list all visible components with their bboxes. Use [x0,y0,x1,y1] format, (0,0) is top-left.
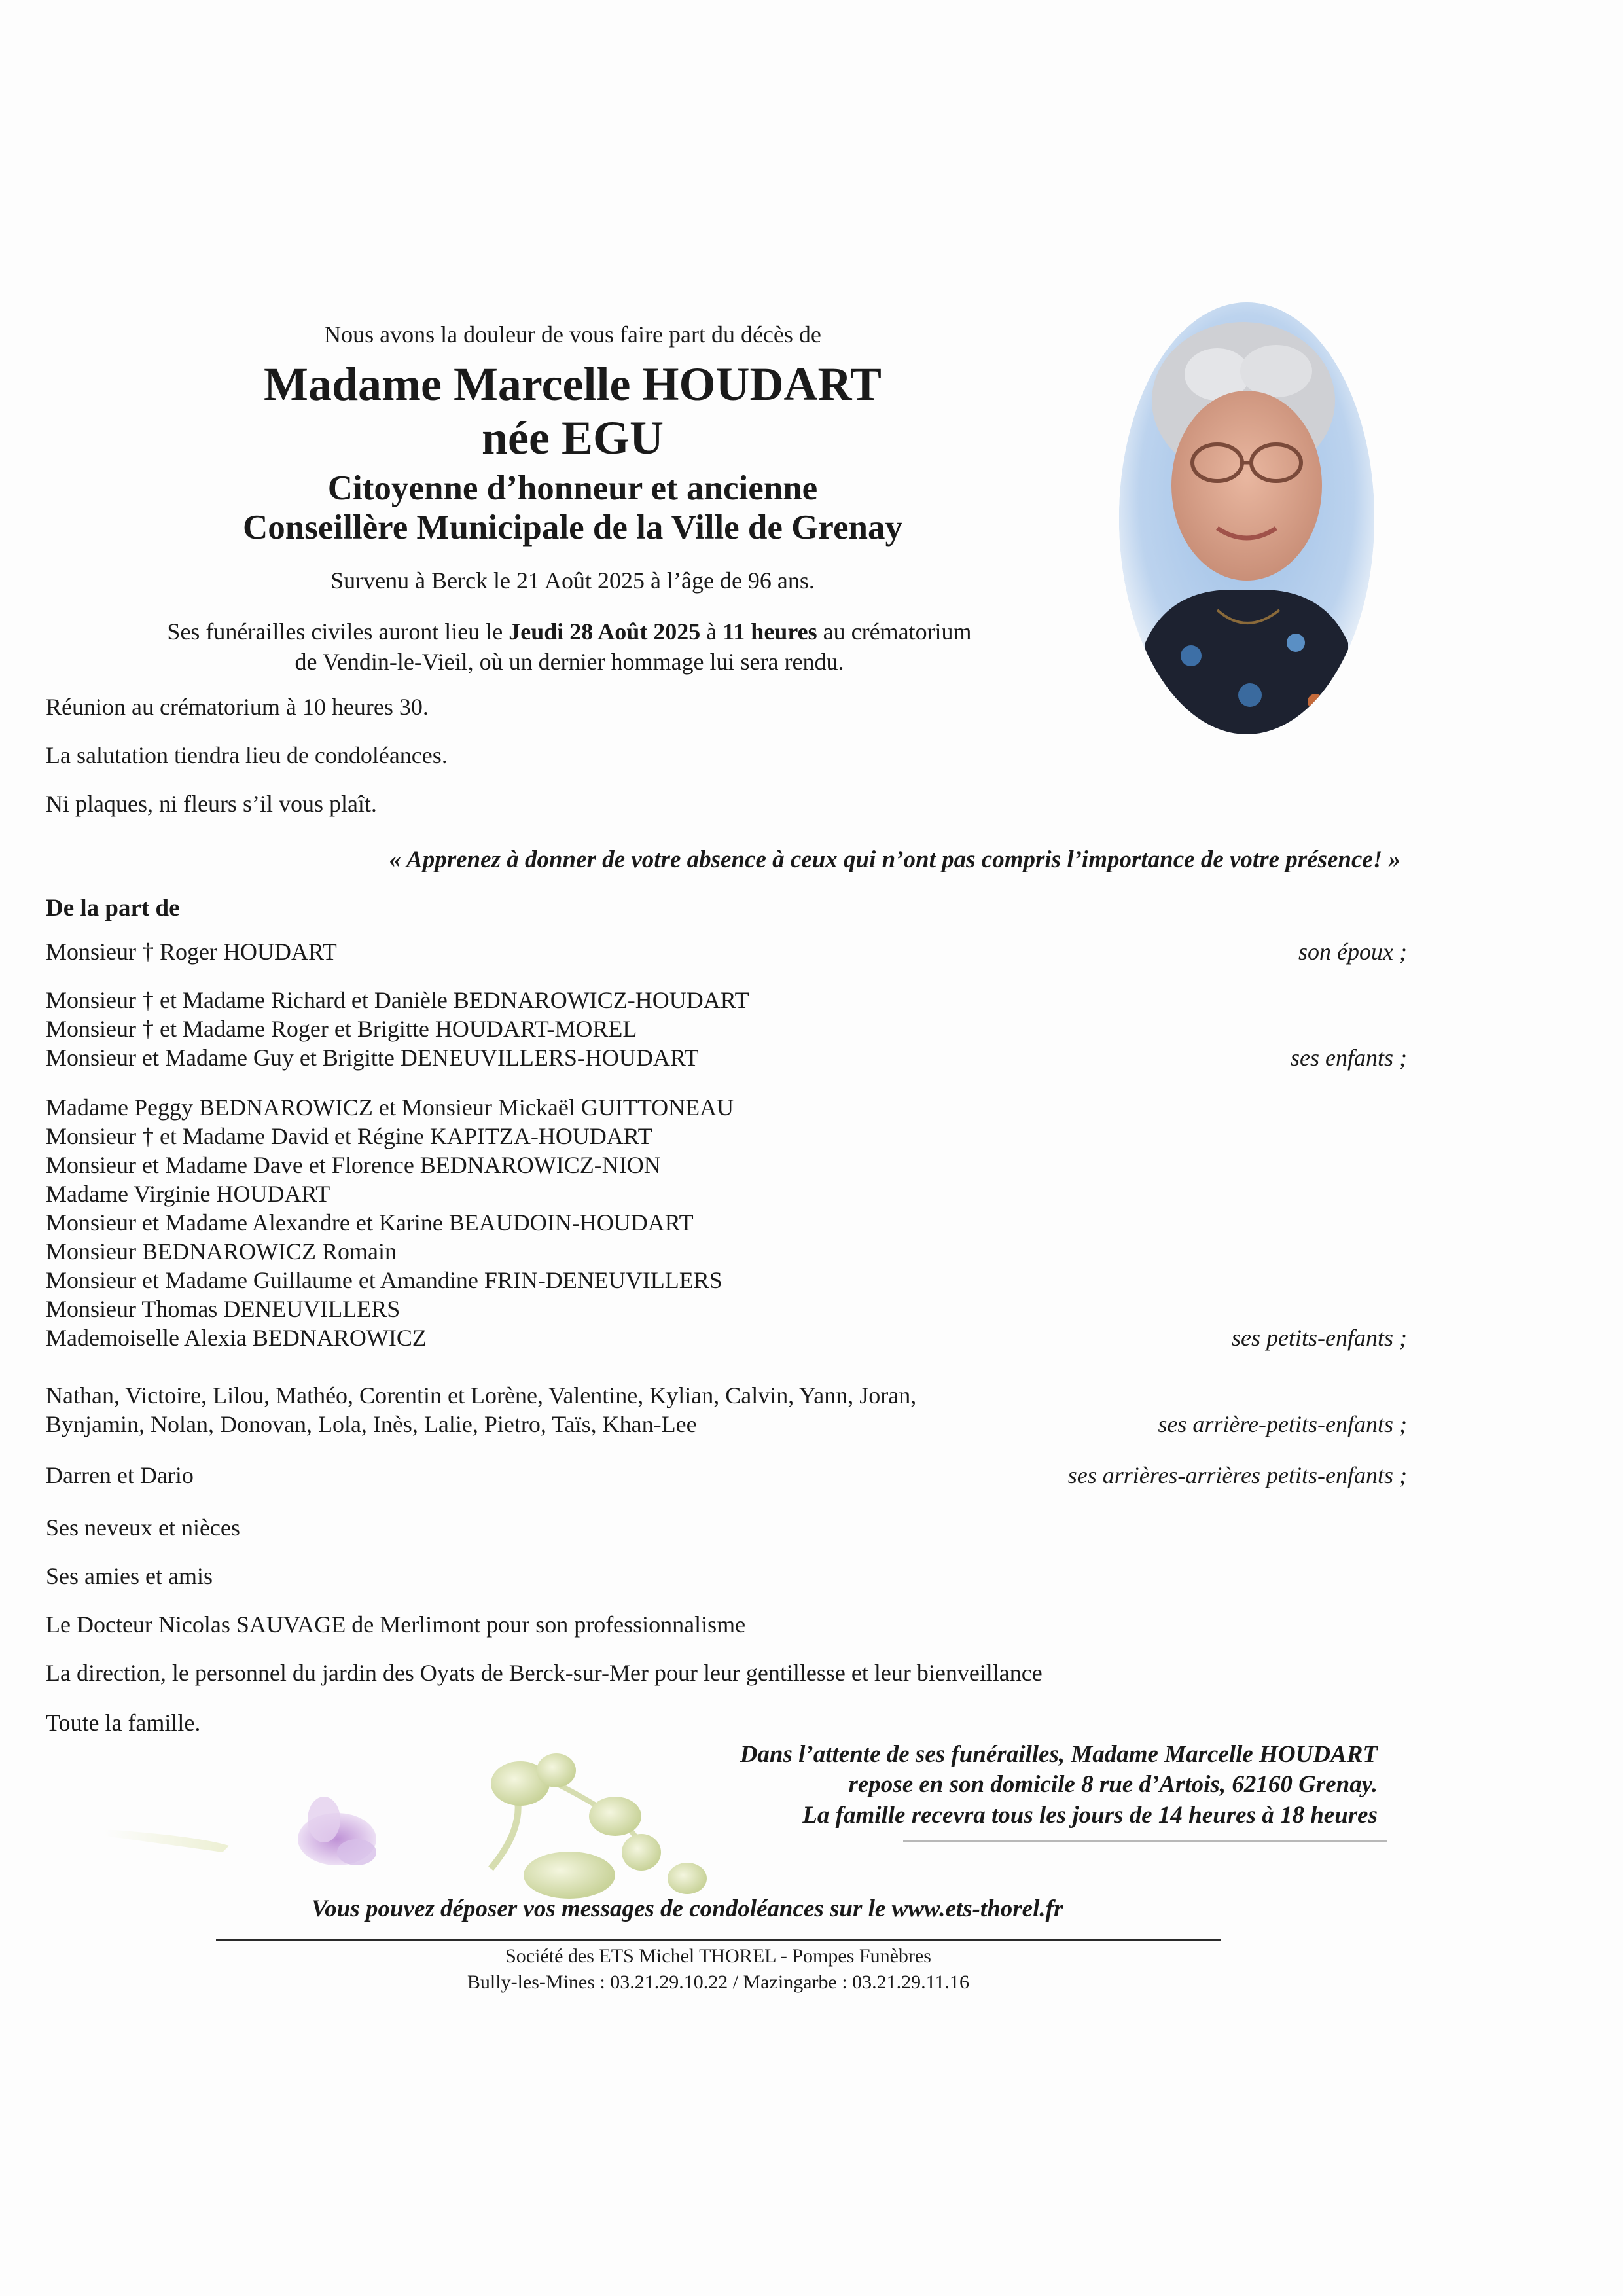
de-la-part-heading: De la part de [46,895,180,922]
fleurs-info: Ni plaques, ni fleurs s’il vous plaît. [46,791,377,817]
family-grandchild [46,1237,1407,1266]
family-grandchild [46,1151,1407,1179]
family-grandchild [46,1266,1407,1295]
family-child [46,1043,1407,1072]
funeral-info-mid: à [700,619,723,645]
repose-line2: repose en son domicile 8 rue d’Artois, 62160 Grenay. [848,1771,1378,1798]
funeral-time: 11 heures [722,619,817,645]
child-name: Monsieur † et Madame Richard et Danièle BEDNAROWICZ-HOUDART [46,987,749,1013]
child-name: Monsieur et Madame Guy et Brigitte DENEUVILLERS-HOUDART [46,1045,699,1071]
family-great-great-grandchildren [46,1461,1407,1490]
amis-line: Ses amies et amis [46,1563,213,1589]
family-grandchild [46,1295,1407,1323]
neveux-line: Ses neveux et nièces [46,1515,240,1541]
funeral-company: Société des ETS Michel THOREL - Pompes Funèbres [505,1945,931,1967]
grandchild-name: Mademoiselle Alexia BEDNAROWICZ [46,1325,427,1351]
intro-text: Nous avons la douleur de vous faire part du décès de [324,321,821,348]
company-phones: Bully-les-Mines : 03.21.29.10.22 / Mazingarbe : 03.21.29.11.16 [467,1971,970,1993]
relation-label: ses petits-enfants ; [1232,1325,1407,1351]
funeral-info-after: au crématorium [817,619,972,645]
maiden-name: née EGU [482,412,664,464]
docteur-line: Le Docteur Nicolas SAUVAGE de Merlimont pour son professionnalisme [46,1611,746,1638]
family-child [46,986,1407,1014]
repose-info [527,1740,1378,1800]
family-grandchild [46,1122,1407,1151]
condolences-website: Vous pouvez déposer vos messages de condoléances sur le www.ets-thorel.fr [311,1895,1063,1922]
salutation-info: La salutation tiendra lieu de condoléances. [46,742,448,768]
repose-line1: Dans l’attente de ses funérailles, Madame Marcelle HOUDART [740,1741,1378,1768]
child-name: Monsieur † et Madame Roger et Brigitte HOUDART-MOREL [46,1016,637,1042]
deceased-name: Madame Marcelle HOUDART [264,358,882,410]
funeral-info [39,617,1099,677]
death-date-text: Survenu à Berck le 21 Août 2025 à l’âge de 96 ans. [330,567,815,594]
grandchild-name: Madame Virginie HOUDART [46,1181,330,1207]
relation-label: ses arrières-arrières petits-enfants ; [1067,1462,1407,1488]
grandchild-name: Monsieur et Madame Dave et Florence BEDNAROWICZ-NION [46,1152,661,1178]
family-great-grandchildren [46,1410,1407,1439]
great-grandchildren-names: Bynjamin, Nolan, Donovan, Lola, Inès, Lalie, Pietro, Taïs, Khan-Lee [46,1411,697,1437]
footer-divider [216,1939,1221,1941]
reunion-info: Réunion au crématorium à 10 heures 30. [46,694,429,720]
spouse-name: Monsieur † Roger HOUDART [46,939,337,965]
grandchild-name: Monsieur † et Madame David et Régine KAPITZA-HOUDART [46,1123,652,1149]
family-grandchild [46,1093,1407,1122]
grandchild-name: Monsieur et Madame Guillaume et Amandine FRIN-DENEUVILLERS [46,1267,722,1293]
grandchild-name: Madame Peggy BEDNAROWICZ et Monsieur Mickaël GUITTONEAU [46,1094,734,1121]
grandchild-name: Monsieur BEDNAROWICZ Romain [46,1238,397,1265]
relation-label: ses enfants ; [1291,1045,1407,1071]
relation-label: ses arrière-petits-enfants ; [1158,1411,1407,1437]
funeral-date: Jeudi 28 Août 2025 [508,619,701,645]
family-child [46,1014,1407,1043]
family-grandchild [46,1179,1407,1208]
funeral-place: de Vendin-le-Vieil, où un dernier hommage lui sera rendu. [294,649,844,675]
direction-line: La direction, le personnel du jardin des Oyats de Berck-sur-Mer pour leur gentillesse et leur bienveillance [46,1660,1043,1686]
portrait-photo [1119,302,1374,734]
great-grandchildren-names: Nathan, Victoire, Lilou, Mathéo, Corentin et Lorène, Valentine, Kylian, Calvin, Yann, Joran, [46,1382,917,1408]
relation-label: son époux ; [1298,939,1407,965]
divider [903,1840,1387,1842]
honorary-title-line2: Conseillère Municipale de la Ville de Grenay [243,509,902,547]
memorial-quote: « Apprenez à donner de votre absence à ceux qui n’ont pas compris l’importance de votre présence! » [389,846,1400,873]
honorary-title-line1: Citoyenne d’honneur et ancienne [327,469,818,507]
famille-line: Toute la famille. [46,1710,201,1736]
visiting-hours: La famille recevra tous les jours de 14 heures à 18 heures [802,1802,1378,1829]
grandchild-name: Monsieur et Madame Alexandre et Karine BEAUDOIN-HOUDART [46,1210,694,1236]
funeral-info-before: Ses funérailles civiles auront lieu le [167,619,509,645]
family-grandchild [46,1323,1407,1352]
family-great-grandchildren [46,1381,1407,1410]
grandchild-name: Monsieur Thomas DENEUVILLERS [46,1296,401,1322]
family-spouse [46,937,1407,966]
great-great-grandchildren-names: Darren et Dario [46,1462,194,1488]
family-grandchild [46,1208,1407,1237]
